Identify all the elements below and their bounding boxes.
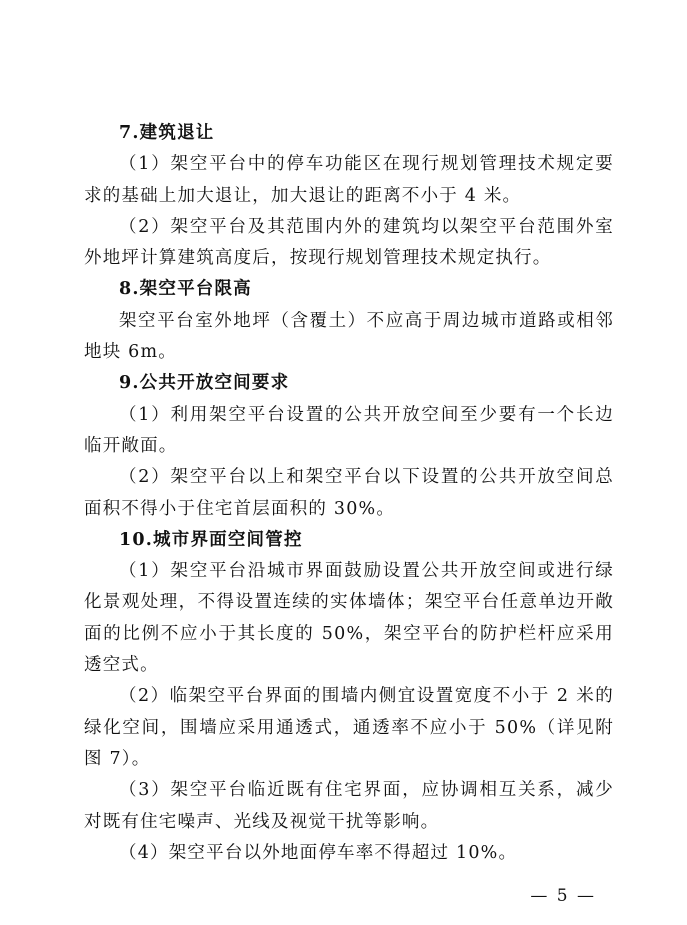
paragraph: 架空平台室外地坪（含覆土）不应高于周边城市道路或相邻地块 6m。 <box>84 310 614 363</box>
page-number: — 5 — <box>530 886 596 906</box>
paragraph: （1）利用架空平台设置的公共开放空间至少要有一个长边临开敞面。 <box>84 404 614 456</box>
paragraph: （2）架空平台以上和架空平台以下设置的公共开放空间总面积不得小于住宅首层面积的 30%。 <box>84 467 614 519</box>
paragraph: （1）架空平台沿城市界面鼓励设置公共开放空间或进行绿化景观处理，不得设置连续的实体墙体；架空平台任意单边开敞面的比例不应小于其长度的 50%，架空平台的防护栏杆应采用透空式。 <box>84 561 614 676</box>
document-body <box>84 118 614 869</box>
paragraph: （1）架空平台中的停车功能区在现行规划管理技术规定要求的基础上加大退让，加大退让的距离不小于 4 米。 <box>84 154 614 206</box>
section-heading-8: 8.架空平台限高 <box>119 279 252 300</box>
section-heading-10: 10.城市界面空间管控 <box>119 529 303 550</box>
section-heading-7: 7.建筑退让 <box>119 123 215 143</box>
paragraph: （3）架空平台临近既有住宅界面，应协调相互关系，减少对既有住宅噪声、光线及视觉干扰等影响。 <box>84 780 614 832</box>
paragraph: （2）临架空平台界面的围墙内侧宜设置宽度不小于 2 米的绿化空间，围墙应采用通透式，通透率不应小于 50%（详见附图 7）。 <box>84 686 614 769</box>
paragraph: （4）架空平台以外地面停车率不得超过 10%。 <box>119 842 518 863</box>
section-heading-9: 9.公共开放空间要求 <box>119 373 290 394</box>
paragraph: （2）架空平台及其范围内外的建筑均以架空平台范围外室外地坪计算建筑高度后，按现行规划管理技术规定执行。 <box>84 216 614 269</box>
